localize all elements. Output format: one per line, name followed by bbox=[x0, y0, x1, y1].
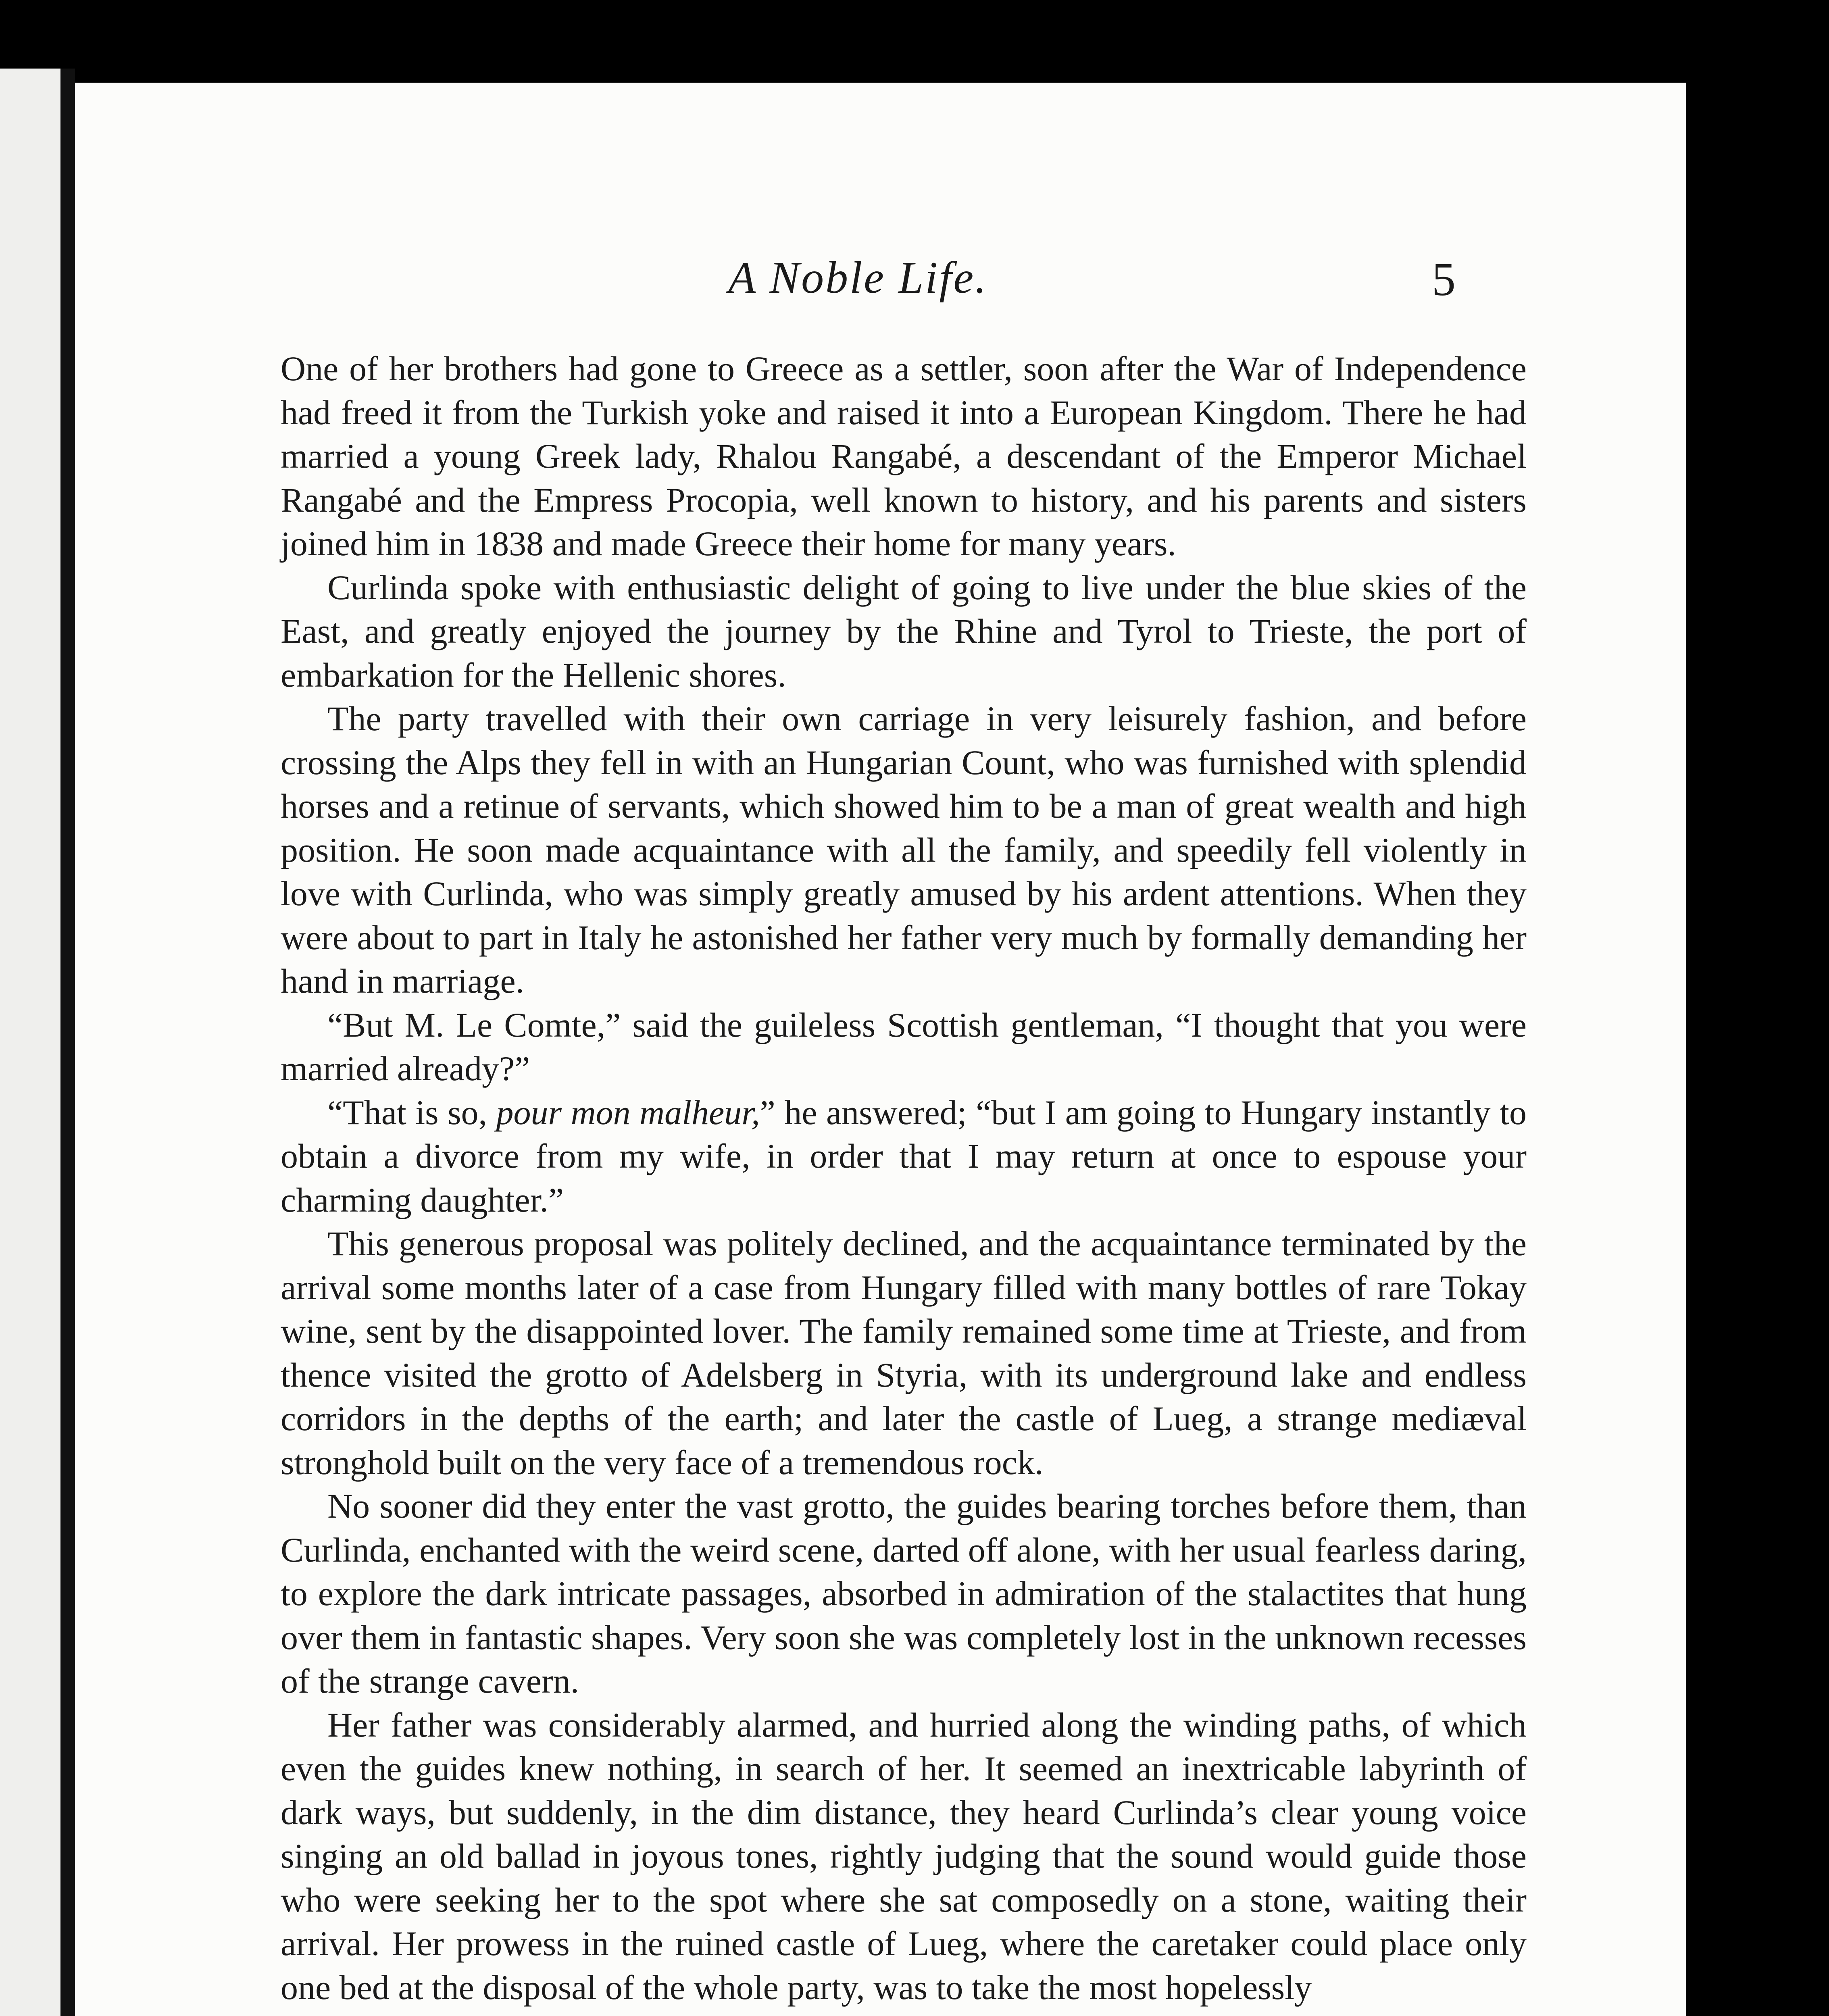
page-number: 5 bbox=[1432, 253, 1456, 306]
book-gutter bbox=[60, 69, 75, 2016]
italic-phrase: pour mon malheur, bbox=[496, 1093, 760, 1132]
paragraph: Her father was considerably alarmed, and hurried along the winding paths, of which even the guides knew nothing, in search of her. It seemed an inextricable labyrinth of dark ways, but suddenly, in the dim distance, they heard Curlinda’s clear young voice singing an old ballad in joyous tones, rightly judging that the sound would guide those who were seeking her to the spot where she sat composedly on a stone, waiting their arrival. Her prowess in the ruined castle of Lueg, where the caretaker could place only one bed at the disposal of the whole party, was to take the most hopelessly bbox=[281, 1705, 1527, 2007]
paragraph-text: “That is so, bbox=[327, 1093, 496, 1132]
running-head bbox=[75, 252, 1686, 325]
paragraph: “But M. Le Comte,” said the guileless Scottish gentleman, “I thought that you were married already?” bbox=[281, 1005, 1527, 1088]
paragraph: The party travelled with their own carriage in very leisurely fashion, and before crossing the Alps they fell in with an Hungarian Count, who was furnished with splendid horses and a retinue of servants, which showed him to be a man of great wealth and high position. He soon made acquaintance with all the family, and speedily fell violently in love with Curlinda, who was simply greatly amused by his ardent attentions. When they were about to part in Italy he astonished her father very much by formally demanding her hand in marriage. bbox=[281, 699, 1527, 1000]
paragraph: One of her brothers had gone to Greece as a settler, soon after the War of Independence had freed it from the Turkish yoke and raised it into a European Kingdom. There he had married a young Greek lady, Rhalou Rangabé, a descendant of the Emperor Michael Rangabé and the Empress Procopia, well known to history, and his parents and sisters joined him in 1838 and made Greece their home for many years. bbox=[281, 349, 1527, 563]
book-page bbox=[75, 83, 1686, 2016]
paragraph: Curlinda spoke with enthusiastic delight of going to live under the blue skies of the East, and greatly enjoyed the journey by the Rhine and Tyrol to Trieste, the port of embarkation for the Hellenic shores. bbox=[281, 568, 1527, 694]
body-text bbox=[281, 347, 1527, 2009]
paragraph-text: ” he answered; “but I am going to Hungary instantly to obtain a divorce from my wife, in order that I may return at once to espouse your charming daughter.” bbox=[281, 1093, 1527, 1219]
previous-page-edge bbox=[0, 69, 60, 2016]
running-title: A Noble Life. bbox=[728, 253, 988, 303]
paragraph: This generous proposal was politely declined, and the acquaintance terminated by the arrival some months later of a case from Hungary filled with many bottles of rare Tokay wine, sent by the disappointed lover. The family remained some time at Trieste, and from thence visited the grotto of Adelsberg in Styria, with its underground lake and endless corridors in the depths of the earth; and later the castle of Lueg, a strange mediæval stronghold built on the very face of a tremendous rock. bbox=[281, 1224, 1527, 1482]
paragraph bbox=[281, 1091, 1527, 1222]
paragraph: No sooner did they enter the vast grotto, the guides bearing torches before them, than Curlinda, enchanted with the weird scene, darted off alone, with her usual fearless daring, to explore the dark intricate passages, absorbed in admiration of the stalactites that hung over them in fantastic shapes. Very soon she was completely lost in the unknown recesses of the strange cavern. bbox=[281, 1487, 1527, 1700]
